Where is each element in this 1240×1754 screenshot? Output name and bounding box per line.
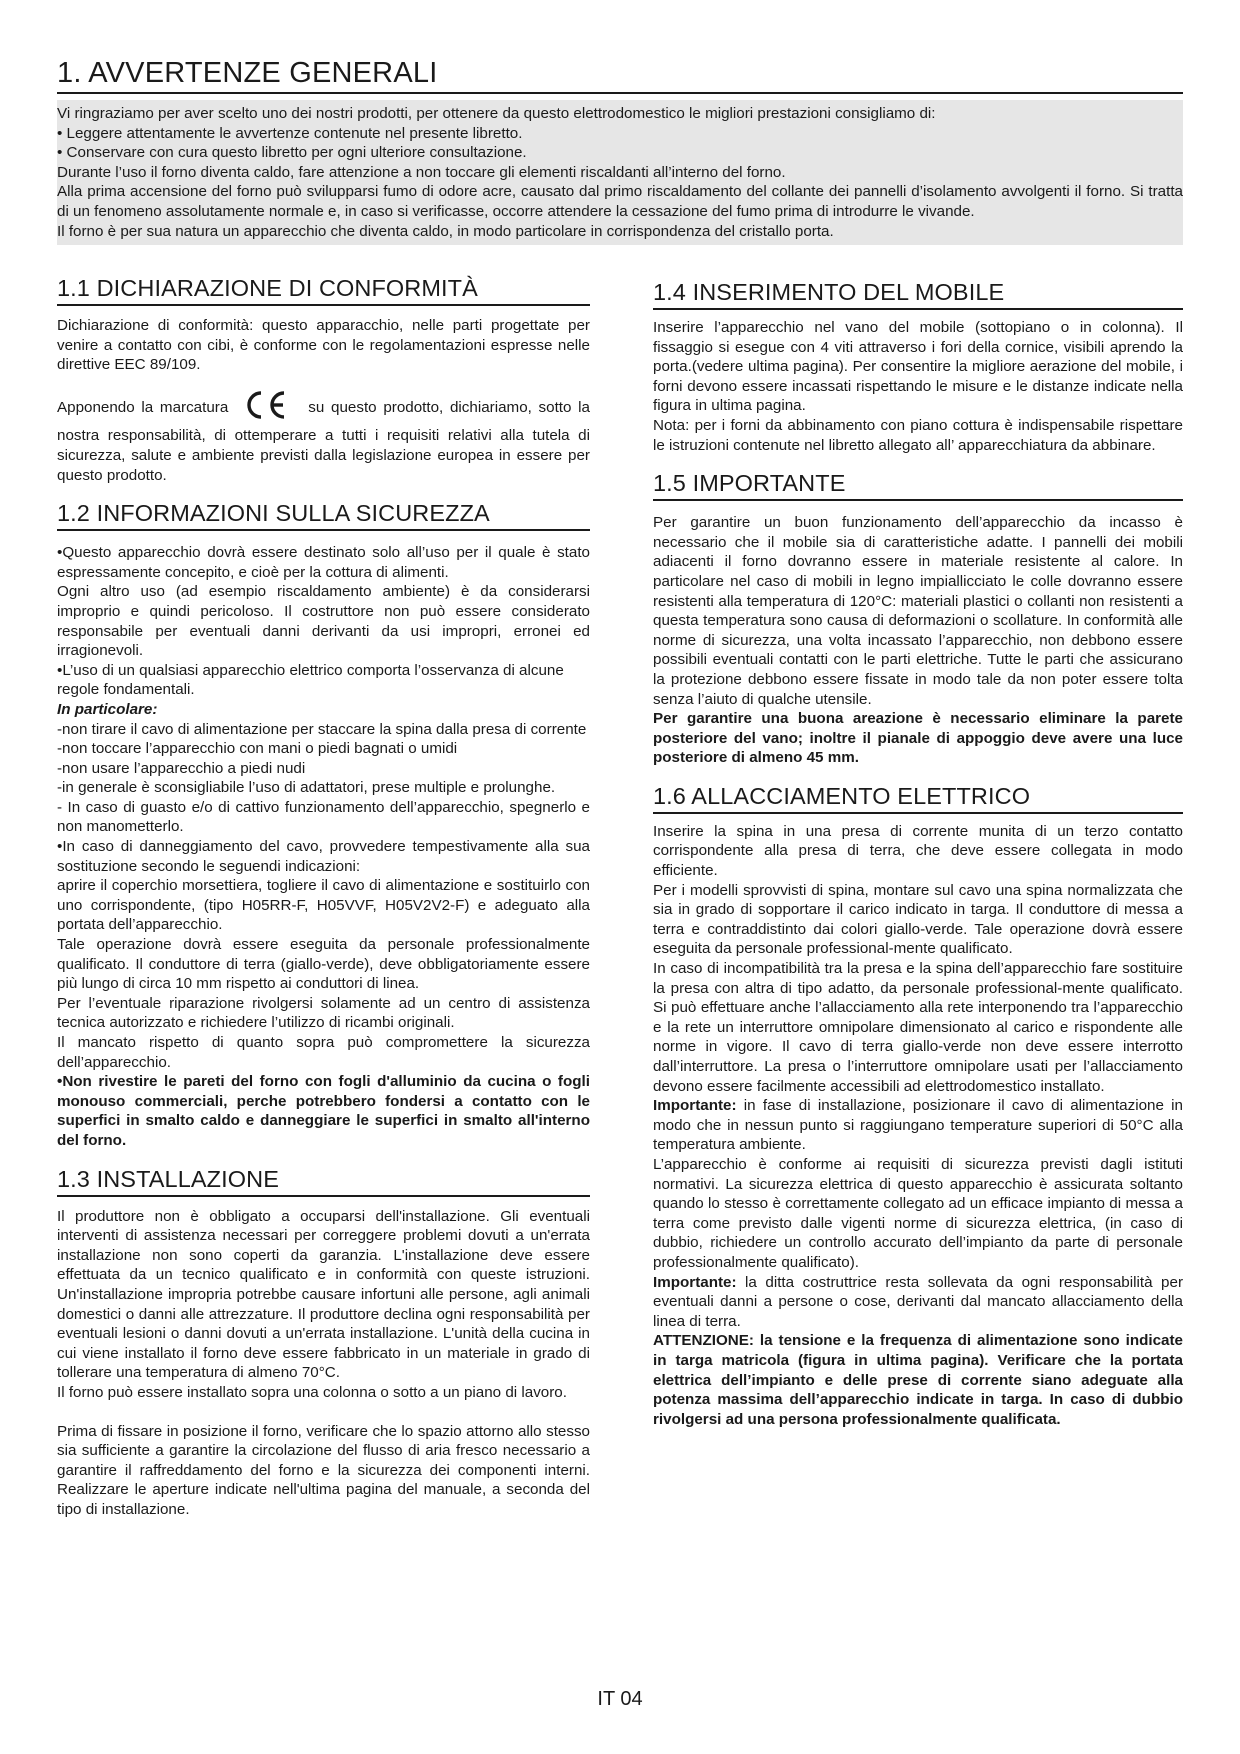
- installation-text: Il produttore non è obbligato a occuparsi dell'installazione. Gli eventuali interventi di assistenza necessari per correggere problemi dovuti a un'errata installazione non sono coperti da garanzia. L'installazione deve essere effettuata da un tecnico qualificato e in conformità con queste istruzioni. Un'installazione impropria potrebbe causare infortuni alle persone, agli animali domestici o danni alle attrezzature. Il produttore declina ogni responsabilità per eventuali lesioni o danni dovuti a un'errata installazione. L'unità della cucina in cui viene installato il forno deve essere fabbricato in un materiale in grado di tollerare una temperatura di almeno 70°C.: [57, 1207, 590, 1382]
- safety-line: •In caso di danneggiamento del cavo, provvedere tempestivamente alla sua sostituzione secondo le seguendi indicazioni:: [57, 838, 590, 875]
- safety-line: -in generale è sconsigliabile l’uso di adattatori, prese multiple e prolunghe.: [57, 779, 556, 797]
- electrical-text: L’apparecchio è conforme ai requisiti di sicurezza previsti dagli istituti normativi. La sicurezza elettrica di questo apparecchio è assicurata soltanto quando lo stesso è correttamente collegato ad un efficace impianto di messa a terra come previsto dalle vigenti norme di sicurezza elettrica, (in caso di dubbio, richiedere un controllo accurato dell’impianto da parte di personale professionalmente qualificato).: [653, 1155, 1183, 1271]
- section-title: 1.4 INSERIMENTO DEL MOBILE: [653, 278, 1183, 310]
- intro-line: • Conservare con cura questo libretto per ogni ulteriore consultazione.: [57, 144, 527, 162]
- intro-line: Il forno è per sua natura un apparecchio che diventa caldo, in modo particolare in corrispondenza del cristallo porta.: [57, 222, 834, 240]
- section-title: 1.3 INSTALLAZIONE: [57, 1165, 590, 1197]
- page-title: 1. AVVERTENZE GENERALI: [57, 48, 1183, 94]
- section-1-6: [653, 782, 1183, 1429]
- section-1-5: [653, 469, 1183, 768]
- safety-line: Per l’eventuale riparazione rivolgersi solamente ad un centro di assistenza tecnica autorizzato e richiedere l’utilizzo di ricambi originali.: [57, 994, 590, 1032]
- electrical-text: Importante: in fase di installazione, posizionare il cavo di alimentazione in modo che in nessun punto si raggiungano temperature superiori di 50°C alla temperatura ambiente.: [653, 1097, 1183, 1154]
- right-column: [653, 274, 1183, 1443]
- safety-line: •Questo apparecchio dovrà essere destinato solo all’uso per il quale è stato espressamente concepito, e cioè per la cottura di alimenti.: [57, 544, 590, 581]
- important-text: Per garantire un buon funzionamento dell’apparecchio da incasso è necessario che il mobile sia di caratteristiche adatte. I pannelli dei mobili adiacenti il forno dovranno essere in materiale resistente al calore. In particolare nel caso di mobili in legno impiallicciato le colle dovranno essere resistenti alla temperatura di 120°C: materiali plastici o collanti non resistenti a questa temperatura sono causa di deformazioni o scollature. In conformità alle norme di sicurezza, una volta incassato l’apparecchio, non debbono essere possibili eventuali contatti con le parti elettriche. Tutte le parti che assicurano la protezione debbono essere fissate in modo tale da non poter essere tolta senza l’aiuto di qualche utensile.: [653, 514, 1183, 708]
- installation-text: Prima di fissare in posizione il forno, verificare che lo spazio attorno allo stesso sia sufficiente a garantire la circolazione del flusso di aria fresco necessario a garantire il raffreddamento del forno e la sicurezza dei componenti interni. Realizzare le aperture indicate nell'ultima pagina del manuale, a seconda del tipo di installazione.: [57, 1422, 590, 1518]
- ventilation-warning: Per garantire una buona areazione è necessario eliminare la parete posteriore del vano; inoltre il pianale di appoggio deve avere una luce posteriore di almeno 45 mm.: [653, 710, 1183, 767]
- in-particolare-label: In particolare:: [57, 700, 158, 718]
- intro-line: Vi ringraziamo per aver scelto uno dei nostri prodotti, per ottenere da questo elettrodomestico le migliori prestazioni consigliamo di:: [57, 105, 936, 122]
- intro-box: [57, 100, 1183, 245]
- intro-line: Durante l’uso il forno diventa caldo, fare attenzione a non toccare gli elementi riscaldanti all’interno del forno.: [57, 163, 786, 181]
- page: [57, 48, 1183, 1518]
- safety-line: -non toccare l’apparecchio con mani o piedi bagnati o umidi: [57, 740, 458, 758]
- safety-line: •L’uso di un qualsiasi apparecchio elettrico comporta l’osservanza di alcune regole fondamentali.: [57, 661, 564, 699]
- safety-line: aprire il coperchio morsettiera, togliere il cavo di alimentazione e sostituirlo con uno corrispondente, (tipo H05RR-F, H05VVF, H05V2V2-F) e adeguato alla portata dell’apparecchio.: [57, 877, 590, 934]
- safety-line: Ogni altro uso (ad esempio riscaldamento ambiente) è da considerarsi improprio e quindi pericoloso. Il costruttore non può essere considerato responsabile per eventuali danni derivanti da usi impropri, erronei ed irragionevoli.: [57, 583, 590, 660]
- ce-mark-icon: [242, 389, 288, 427]
- section-1-4: [653, 274, 1183, 455]
- section-1-2: [57, 499, 590, 1150]
- safety-line: - In caso di guasto e/o di cattivo funzionamento dell’apparecchio, spegnerlo e non manometterlo.: [57, 798, 590, 836]
- cabinet-text: Inserire l’apparecchio nel vano del mobile (sottopiano o in colonna). Il fissaggio si esegue con 4 viti attraverso i fori della cornice, visibili aprendo la porta.(vedere ultima pagina). Per consentire la migliore aerazione del mobile, i forni devono essere incassati rispettando le misure e le distanze indicate nella figura in ultima pagina.: [653, 319, 1183, 415]
- intro-line: Alla prima accensione del forno può svilupparsi fumo di odore acre, causato dal primo riscaldamento del collante dei pannelli d’isolamento avvolgenti il forno. Si tratta di un fenomeno assolutamente normale e, in caso si verificasse, occorre attendere la cessazione del fumo prima di introdurre le vivande.: [57, 183, 1183, 220]
- cabinet-text: Nota: per i forni da abbinamento con piano cottura è indispensabile rispettare le istruzioni contenute nel libretto allegato all’ apparecchiatura da abbinare.: [653, 416, 1183, 454]
- section-1-1: [57, 274, 590, 485]
- electrical-text: Inserire la spina in una presa di corrente munita di un terzo contatto corrispondente alla presa di terra, che deve essere collegata in modo efficiente.: [653, 822, 1183, 880]
- aluminium-warning: •Non rivestire le pareti del forno con fogli d'alluminio da cucina o fogli monouso commerciali, perche potrebbero fondersi a contatto con le superfici in smalto caldo e danneggiare le superfici in smalto all'interno del forno.: [57, 1073, 590, 1149]
- installation-text: Il forno può essere installato sopra una colonna o sotto a un piano di lavoro.: [57, 1383, 567, 1401]
- attention-warning: ATTENZIONE: la tensione e la frequenza di alimentazione sono indicate in targa matricola (figura in ultima pagina). Verificare che la portata elettrica dell’impianto e delle prese di corrente siano adeguate alla potenza massima dell’apparecchio indicate in targa. In caso di dubbio rivolgersi ad una persona professionalmente qualificata.: [653, 1332, 1183, 1428]
- electrical-text: In caso di incompatibilità tra la presa e la spina dell’apparecchio fare sostituire la presa con altra di tipo adatto, da personale professional-mente qualificato. Si può effettuare anche l’allacciamento alla rete interponendo tra l’apparecchio e la rete un interruttore omnipolare dimensionato al carico e rispondente alle norme in vigore. Il cavo di terra giallo-verde non deve essere interrotto dall’interruttore. La presa o l’interruttore omnipolare usati per l’allacciamento devono essere facilmente accessibili ad elettrodomestico installato.: [653, 960, 1183, 1095]
- safety-line: -non usare l’apparecchio a piedi nudi: [57, 759, 306, 777]
- section-title: 1.6 ALLACCIAMENTO ELETTRICO: [653, 782, 1183, 814]
- left-column: [57, 274, 590, 1533]
- page-number: IT 04: [597, 1688, 643, 1710]
- section-1-3: [57, 1165, 590, 1520]
- safety-line: -non tirare il cavo di alimentazione per staccare la spina dalla presa di corrente: [57, 720, 587, 738]
- section-title: 1.5 IMPORTANTE: [653, 469, 1183, 501]
- section-title: 1.1 DICHIARAZIONE DI CONFORMITÀ: [57, 274, 590, 306]
- electrical-text: Importante: la ditta costruttrice resta sollevata da ogni responsabilità per eventuali danni a persone o cose, derivanti dal mancato allacciamento della linea di terra.: [653, 1273, 1183, 1330]
- conformity-text: Dichiarazione di conformità: questo apparacchio, nelle parti progettate per venire a contatto con cibi, è conforme con le regolamentazioni espresse nelle direttive EEC 89/109.: [57, 317, 590, 374]
- safety-line: Tale operazione dovrà essere eseguita da personale professionalmente qualificato. Il conduttore di terra (giallo-verde), deve obbligatoriamente essere più lungo di circa 10 mm rispetto ai conduttori di linea.: [57, 936, 590, 993]
- electrical-text: Per i modelli sprovvisti di spina, montare sul cavo una spina normalizzata che sia in grado di sopportare il carico indicato in targa. Il conduttore di messa a terra e contraddistinto dai colori giallo-verde. Tale operazione dovrà essere eseguita da personale professional-mente qualificato.: [653, 881, 1183, 958]
- section-title: 1.2 INFORMAZIONI SULLA SICUREZZA: [57, 499, 590, 531]
- intro-line: • Leggere attentamente le avvertenze contenute nel presente libretto.: [57, 124, 523, 142]
- safety-line: Il mancato rispetto di quanto sopra può compromettere la sicurezza dell’apparecchio.: [57, 1034, 590, 1071]
- ce-paragraph: Apponendo la marcatura su questo prodotto, dichiariamo, sotto la nostra responsabilità, di ottemperare a tutti i requisiti relativi alla tutela di sicurezza, salute e ambiente previsti dalla legislazione europea in essere per questo prodotto.: [57, 389, 590, 485]
